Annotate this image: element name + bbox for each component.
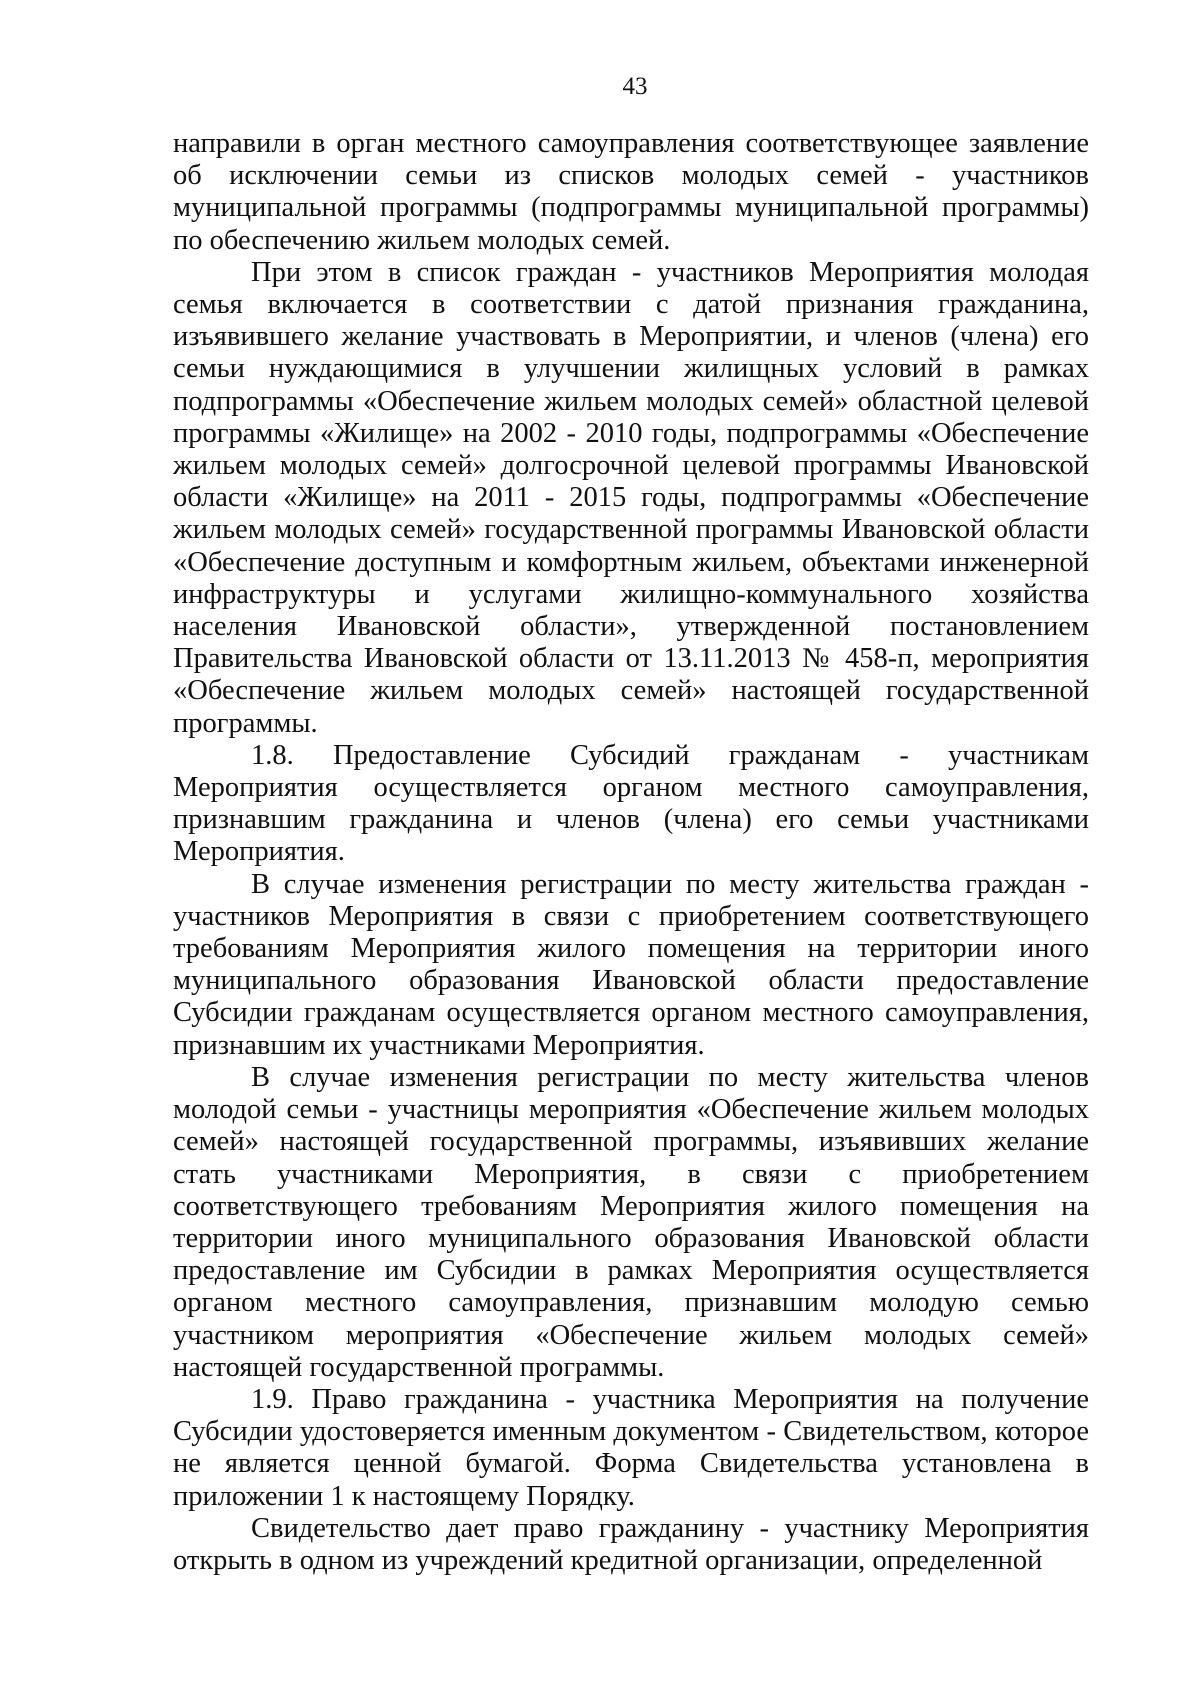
document-body xyxy=(173,128,1089,1577)
paragraph-registration-change-citizens: В случае изменения регистрации по месту жительства граждан - участников Мероприятия в связи с приобретением соответствующего требованиям Мероприятия жилого помещения на территории иного муниципального образования Ивановской области предоставление Субсидии гражданам осуществляется органом местного самоуправления, признавшим их участниками Мероприятия. xyxy=(173,868,1089,1061)
page-number: 43 xyxy=(622,73,648,100)
paragraph-certificate-rights: Свидетельство дает право гражданину - участнику Мероприятия открыть в одном из учреждений кредитной организации, определенной xyxy=(173,1512,1089,1576)
paragraph-1-8: 1.8. Предоставление Субсидий гражданам - участникам Мероприятия осуществляется органом местного самоуправления, признавшим гражданина и членов (члена) его семьи участниками Мероприятия. xyxy=(173,739,1089,868)
paragraph-participant-list: При этом в список граждан - участников Мероприятия молодая семья включается в соответствии с датой признания гражданина, изъявившего желание участвовать в Мероприятии, и членов (члена) его семьи нуждающимися в улучшении жилищных условий в рамках подпрограммы «Обеспечение жильем молодых семей» областной целевой программы «Жилище» на 2002 - 2010 годы, подпрограммы «Обеспечение жильем молодых семей» долгосрочной целевой программы Ивановской области «Жилище» на 2011 - 2015 годы, подпрограммы «Обеспечение жильем молодых семей» государственной программы Ивановской области «Обеспечение доступным и комфортным жильем, объектами инженерной инфраструктуры и услугами жилищно-коммунального хозяйства населения Ивановской области», утвержденной постановлением Правительства Ивановской области от 13.11.2013 № 458-п, мероприятия «Обеспечение жильем молодых семей» настоящей государственной программы. xyxy=(173,256,1089,739)
paragraph-1-9: 1.9. Право гражданина - участника Мероприятия на получение Субсидии удостоверяется именным документом - Свидетельством, которое не является ценной бумагой. Форма Свидетельства установлена в приложении 1 к настоящему Порядку. xyxy=(173,1383,1089,1512)
paragraph-registration-change-family: В случае изменения регистрации по месту жительства членов молодой семьи - участницы мероприятия «Обеспечение жильем молодых семей» настоящей государственной программы, изъявивших желание стать участниками Мероприятия, в связи с приобретением соответствующего требованиям Мероприятия жилого помещения на территории иного муниципального образования Ивановской области предоставление им Субсидии в рамках Мероприятия осуществляется органом местного самоуправления, признавшим молодую семью участником мероприятия «Обеспечение жильем молодых семей» настоящей государственной программы. xyxy=(173,1061,1089,1383)
paragraph-continuation: направили в орган местного самоуправления соответствующее заявление об исключении семьи из списков молодых семей - участников муниципальной программы (подпрограммы муниципальной программы) по обеспечению жильем молодых семей. xyxy=(173,128,1089,256)
